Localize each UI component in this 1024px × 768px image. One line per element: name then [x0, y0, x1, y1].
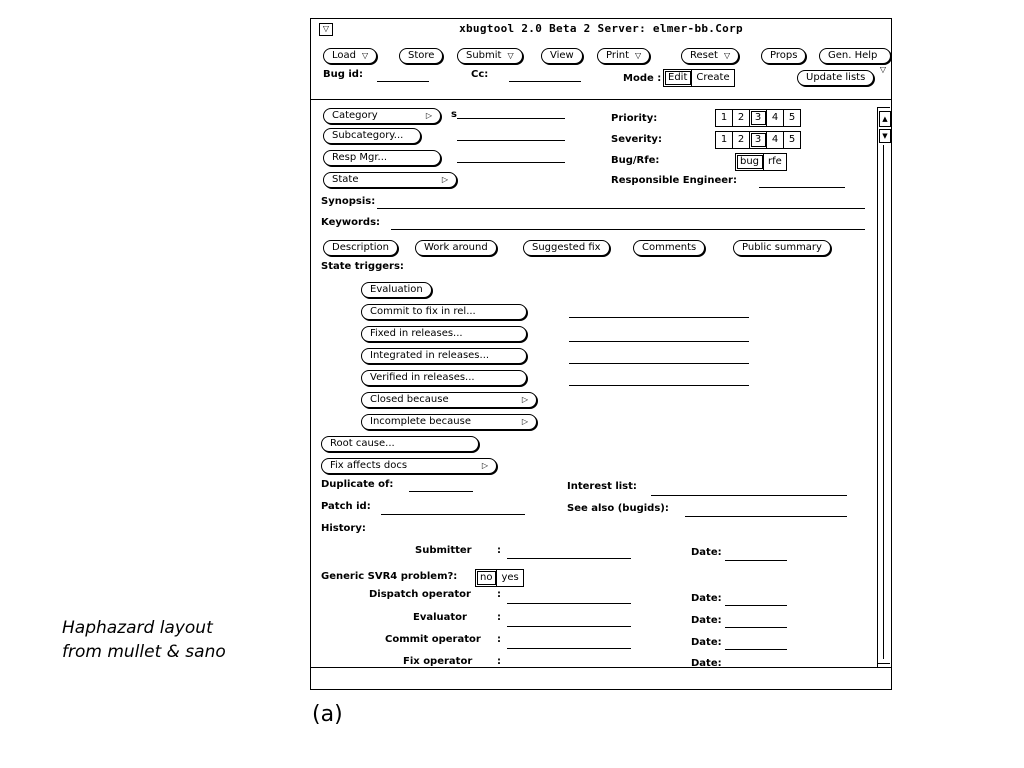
scroll-cap: [878, 663, 890, 664]
history-label: History:: [321, 523, 366, 534]
responsible-engineer-label: Responsible Engineer:: [611, 175, 737, 186]
verified-in-releases-button[interactable]: Verified in releases...: [361, 370, 527, 386]
priority-4[interactable]: 4: [767, 110, 784, 126]
vertical-scrollbar[interactable]: [877, 107, 890, 667]
divider: [311, 667, 891, 668]
scroll-track[interactable]: [883, 145, 884, 659]
dispatch-date-label: Date:: [691, 593, 722, 604]
closed-because-button[interactable]: Closed because ▷: [361, 392, 537, 408]
bug-id-input[interactable]: [377, 81, 429, 82]
fix-operator-label: Fix operator: [403, 656, 473, 667]
priority-2[interactable]: 2: [733, 110, 750, 126]
commit-operator-field[interactable]: [507, 648, 631, 649]
tab-public-summary[interactable]: Public summary: [733, 240, 831, 256]
incomplete-because-button[interactable]: Incomplete because ▷: [361, 414, 537, 430]
commit-operator-label: Commit operator: [385, 634, 481, 645]
evaluation-button[interactable]: Evaluation: [361, 282, 432, 298]
resp-mgr-button[interactable]: Resp Mgr...: [323, 150, 441, 166]
caption-line-2: from mullet & sano: [62, 642, 226, 662]
window-title: xbugtool 2.0 Beta 2 Server: elmer-bb.Corp: [459, 22, 743, 35]
resize-corner[interactable]: [310, 681, 319, 690]
dispatch-operator-field[interactable]: [507, 603, 631, 604]
category-value: s: [451, 109, 457, 120]
title-bar[interactable]: [311, 19, 891, 41]
evaluator-field[interactable]: [507, 626, 631, 627]
menu-triangle-icon: ▽: [879, 65, 886, 74]
window-menu-icon[interactable]: ▽: [319, 23, 333, 36]
evaluator-label: Evaluator: [413, 612, 467, 623]
divider: [311, 99, 891, 100]
mode-create[interactable]: Create: [696, 72, 730, 83]
severity-4[interactable]: 4: [767, 132, 784, 148]
subcategory-button[interactable]: Subcategory...: [323, 128, 421, 144]
commit-to-fix-button[interactable]: Commit to fix in rel...: [361, 304, 527, 320]
priority-5[interactable]: 5: [788, 112, 796, 123]
commit-to-fix-field[interactable]: [569, 317, 749, 318]
fix-date-label: Date:: [691, 658, 722, 667]
patch-id-label: Patch id:: [321, 501, 371, 512]
menu-triangle-icon: ▽: [635, 51, 642, 60]
update-lists-button[interactable]: Update lists: [797, 70, 874, 86]
priority-selector[interactable]: [715, 109, 801, 127]
colon: :: [497, 589, 501, 600]
cc-label: Cc:: [471, 69, 489, 80]
scroll-down-icon[interactable]: ▼: [879, 129, 891, 143]
fix-affects-docs-button[interactable]: Fix affects docs ▷: [321, 458, 497, 474]
responsible-engineer-field[interactable]: [759, 187, 845, 188]
severity-1[interactable]: 1: [716, 132, 733, 148]
submitter-date-field[interactable]: [725, 560, 787, 561]
submitter-date-label: Date:: [691, 547, 722, 558]
integrated-in-releases-button[interactable]: Integrated in releases...: [361, 348, 527, 364]
submit-button[interactable]: Submit ▽: [457, 48, 523, 64]
commit-date-label: Date:: [691, 637, 722, 648]
colon: :: [497, 545, 501, 556]
menu-triangle-icon: ▷: [425, 111, 432, 120]
scroll-cap: [878, 107, 890, 108]
view-button[interactable]: View: [541, 48, 583, 64]
duplicate-of-field[interactable]: [409, 491, 473, 492]
severity-selector[interactable]: [715, 131, 801, 149]
bug-id-label: Bug id:: [323, 69, 363, 80]
menu-triangle-icon: ▷: [441, 175, 448, 184]
menu-triangle-icon: ▽: [362, 51, 369, 60]
store-button[interactable]: Store: [399, 48, 443, 64]
generic-svr4-selector[interactable]: [475, 569, 524, 587]
tab-description[interactable]: Description: [323, 240, 398, 256]
caption-line-1: Haphazard layout: [62, 618, 213, 638]
commit-date-field[interactable]: [725, 649, 787, 650]
patch-id-field[interactable]: [381, 514, 525, 515]
evaluator-date-field[interactable]: [725, 627, 787, 628]
tab-comments[interactable]: Comments: [633, 240, 705, 256]
bugrfe-selector[interactable]: [735, 153, 787, 171]
state-triggers-label: State triggers:: [321, 261, 404, 272]
severity-label: Severity:: [611, 134, 662, 145]
menu-triangle-icon: ▷: [521, 417, 528, 426]
severity-2[interactable]: 2: [733, 132, 750, 148]
see-also-label: See also (bugids):: [567, 503, 669, 514]
generic-svr4-label: Generic SVR4 problem?:: [321, 571, 458, 582]
figure-caption: [62, 616, 226, 664]
resp-mgr-field[interactable]: [457, 162, 565, 163]
resize-corner[interactable]: [883, 681, 892, 690]
mode-edit[interactable]: Edit: [664, 70, 692, 86]
priority-label: Priority:: [611, 113, 658, 124]
props-button[interactable]: Props: [761, 48, 806, 64]
colon: :: [497, 612, 501, 623]
evaluator-date-label: Date:: [691, 615, 722, 626]
severity-3[interactable]: 3: [750, 132, 767, 148]
svr4-no[interactable]: no: [476, 570, 497, 586]
mode-label: Mode :: [623, 73, 662, 84]
interest-list-field[interactable]: [651, 495, 847, 496]
menu-triangle-icon: ▷: [521, 395, 528, 404]
menu-triangle-icon: ▷: [481, 461, 488, 470]
tab-work-around[interactable]: Work around: [415, 240, 497, 256]
svr4-yes[interactable]: yes: [501, 572, 519, 583]
severity-5[interactable]: 5: [788, 134, 796, 145]
fixed-in-releases-field[interactable]: [569, 341, 749, 342]
dispatch-operator-label: Dispatch operator: [369, 589, 471, 600]
scroll-up-icon[interactable]: ▲: [879, 111, 891, 127]
root-cause-button[interactable]: Root cause...: [321, 436, 479, 452]
bugrfe-rfe[interactable]: rfe: [768, 156, 782, 167]
keywords-label: Keywords:: [321, 217, 381, 228]
synopsis-field[interactable]: [377, 208, 865, 209]
menu-triangle-icon: ▽: [507, 51, 514, 60]
load-button[interactable]: Load ▽: [323, 48, 377, 64]
see-also-field[interactable]: [685, 516, 847, 517]
submitter-field[interactable]: [507, 558, 631, 559]
priority-3[interactable]: 3: [750, 110, 767, 126]
category-field[interactable]: [457, 118, 565, 119]
mode-selector[interactable]: [663, 69, 735, 87]
tab-suggested-fix[interactable]: Suggested fix: [523, 240, 610, 256]
clipped-row: [311, 655, 875, 667]
keywords-field[interactable]: [391, 229, 865, 230]
bugrfe-label: Bug/Rfe:: [611, 155, 660, 166]
bugrfe-bug[interactable]: bug: [736, 154, 764, 170]
colon: :: [497, 656, 501, 667]
reset-button[interactable]: Reset ▽: [681, 48, 739, 64]
category-button[interactable]: Category ▷: [323, 108, 441, 124]
menu-triangle-icon: ▽: [723, 51, 731, 60]
interest-list-label: Interest list:: [567, 481, 637, 492]
colon: :: [497, 634, 501, 645]
submitter-label: Submitter: [415, 545, 472, 556]
subcategory-field[interactable]: [457, 140, 565, 141]
priority-1[interactable]: 1: [716, 110, 733, 126]
print-button[interactable]: Print ▽: [597, 48, 650, 64]
state-button[interactable]: State ▷: [323, 172, 457, 188]
cc-input[interactable]: [509, 81, 581, 82]
synopsis-label: Synopsis:: [321, 196, 376, 207]
fixed-in-releases-button[interactable]: Fixed in releases...: [361, 326, 527, 342]
figure-label: (a): [312, 702, 343, 727]
xbugtool-window: [310, 18, 892, 690]
gen-help-button[interactable]: Gen. Help ▽: [819, 48, 891, 64]
integrated-in-releases-field[interactable]: [569, 363, 749, 364]
duplicate-of-label: Duplicate of:: [321, 479, 394, 490]
dispatch-date-field[interactable]: [725, 605, 787, 606]
verified-in-releases-field[interactable]: [569, 385, 749, 386]
